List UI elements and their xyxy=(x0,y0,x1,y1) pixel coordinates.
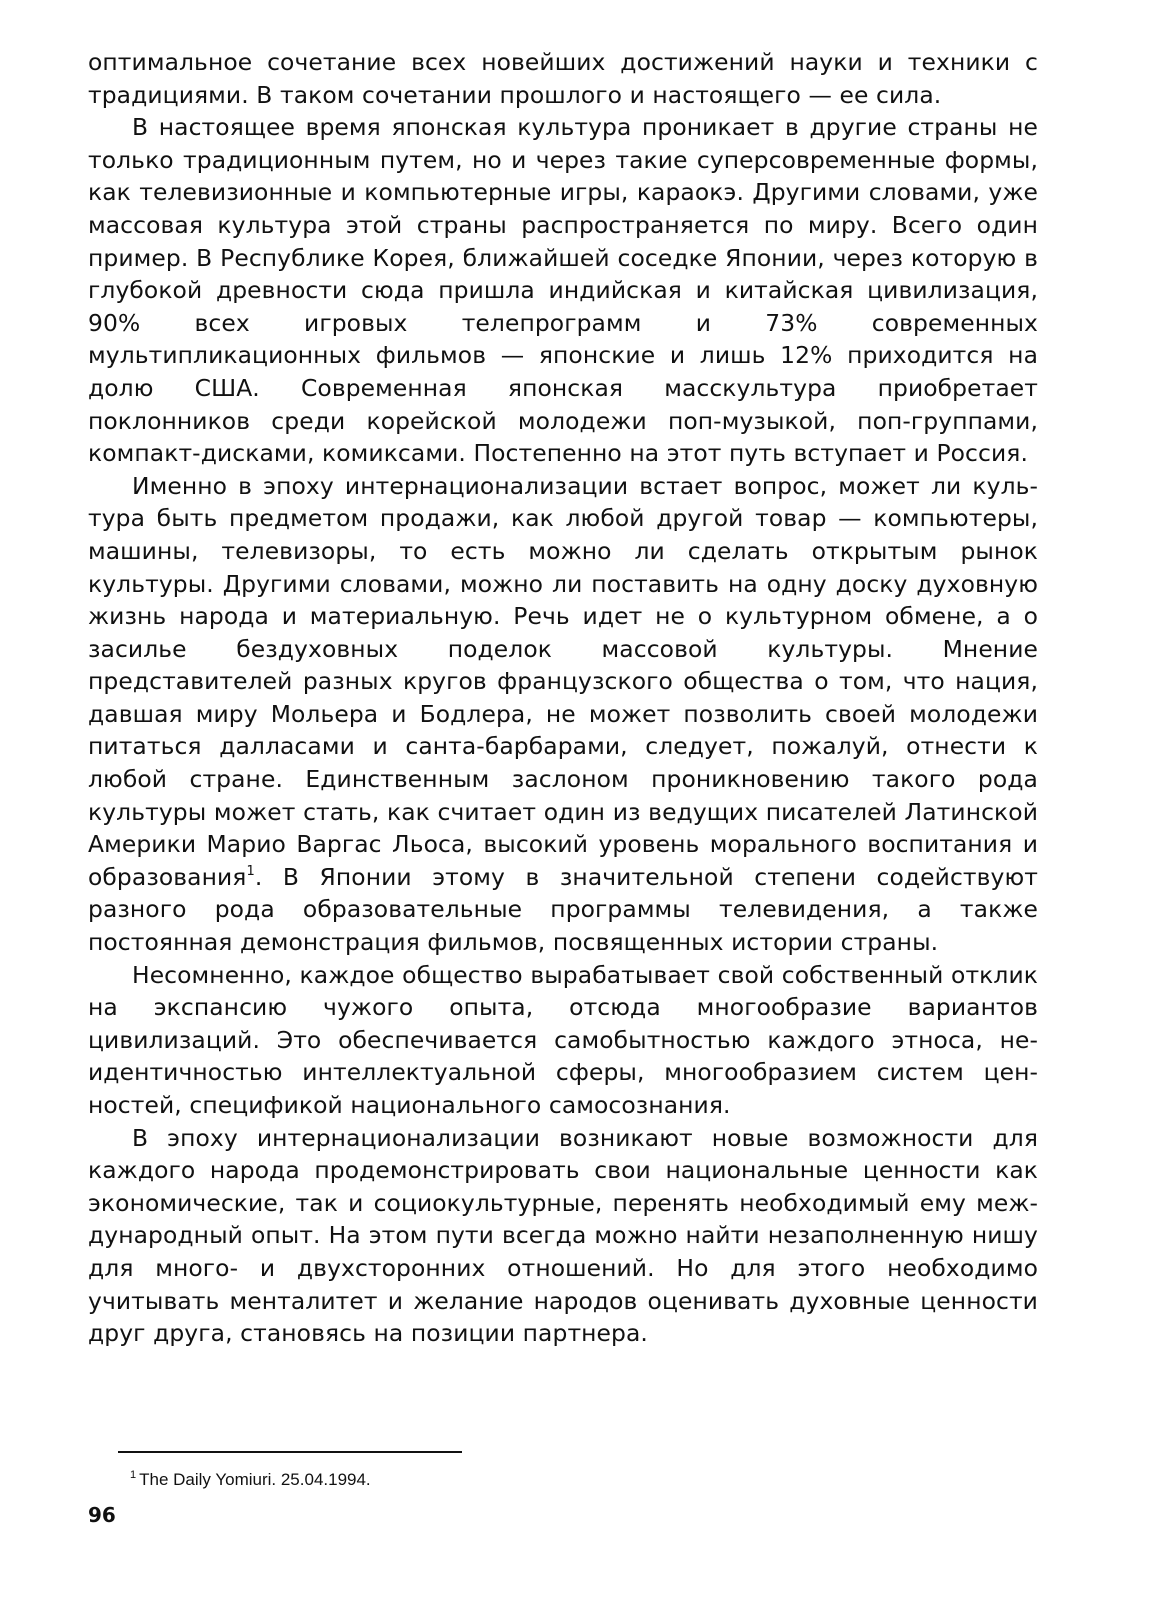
paragraph-3 xyxy=(88,470,1038,959)
footnote xyxy=(130,1468,930,1492)
paragraph-2-text: В настоящее время японская культура проникает в другие страны не только традиционным путем, но и через такие суперсовременные формы, как телевизионные и компьютерные игры, караокэ. Другими словами, уже массовая культура этой страны распространяется по миру. Всего один пример. В Республике Корея, ближайшей соседке Японии, через которую в глубокой древности сюда пришла индийская и китайская цивилизация, 90% всех игровых телепрограмм и 73% современных мультипликационных фильмов — японские и лишь 12% приходится на долю США. Современная японская масскультура приобретает поклонников среди корейской молодежи поп-музыкой, поп-группами, компакт-дисками, комиксами. Постепенно на этот путь вступает и Россия. xyxy=(88,113,1038,468)
paragraph-5-text: В эпоху интернационализации возникают новые возможности для каждого народа продемонстрировать свои национальные ценности как экономические, так и социокультурные, перенять необходимый ему международный опыт. На этом пути всегда можно найти незаполненную нишу для много- и двухсторонних отношений. Но для этого необходимо учитывать менталитет и желание народов оценивать духовные ценности друг друга, становясь на позиции партнера. xyxy=(88,1123,1038,1348)
paragraph-3-text-continued: . В Японии этому в значительной степени содействуют разного рода образовательные программы телевидения, а также постоянная демонстрация фильмов, посвященных истории страны. xyxy=(88,862,1038,957)
paragraph-4-text: Несомненно, каждое общество вырабатывает свой собственный отклик на экспансию чужого опыта, отсюда многообразие вариантов цивилизаций. Это обеспечивается самобытностью каждого этноса, неидентичностью интеллектуальной сферы, многообразием систем ценностей, спецификой национального самосознания. xyxy=(88,960,1038,1119)
body-text xyxy=(88,46,1038,1350)
paragraph-4 xyxy=(88,959,1038,1122)
page-number: 96 xyxy=(88,1503,116,1527)
footnote-mark: 1 xyxy=(130,1469,137,1481)
paragraph-1 xyxy=(88,46,1038,111)
footnote-text: The Daily Yomiuri. 25.04.1994. xyxy=(139,1470,371,1489)
paragraph-3-text: Именно в эпоху интернационализации встает вопрос, может ли культура быть предметом продажи, как любой другой товар — компьютеры, машины, телевизоры, то есть можно ли сделать открытым рынок культуры. Другими словами, можно ли поставить на одну доску духовную жизнь народа и материальную. Речь идет не о культурном обмене, а о засилье бездуховных поделок массовой культуры. Мнение представителей разных кругов французского общества о том, что нация, давшая миру Мольера и Бодлера, не может позволить своей молодежи питаться далласами и санта-барбарами, следует, пожалуй, отнести к любой стране. Единственным заслоном проникновению такого рода культуры может стать, как считает один из ведущих писателей Латинской Америки Марио Варгас Льоса, высокий уровень морального воспитания и образования xyxy=(88,471,1038,891)
page-content xyxy=(88,46,1038,1350)
paragraph-5 xyxy=(88,1122,1038,1350)
footnote-separator xyxy=(118,1451,462,1453)
paragraph-1-text: оптимальное сочетание всех новейших достижений науки и техники с традициями. В таком сочетании прошлого и настоящего — ее сила. xyxy=(88,48,1038,109)
paragraph-2 xyxy=(88,111,1038,470)
footnote-reference[interactable]: 1 xyxy=(246,863,255,879)
